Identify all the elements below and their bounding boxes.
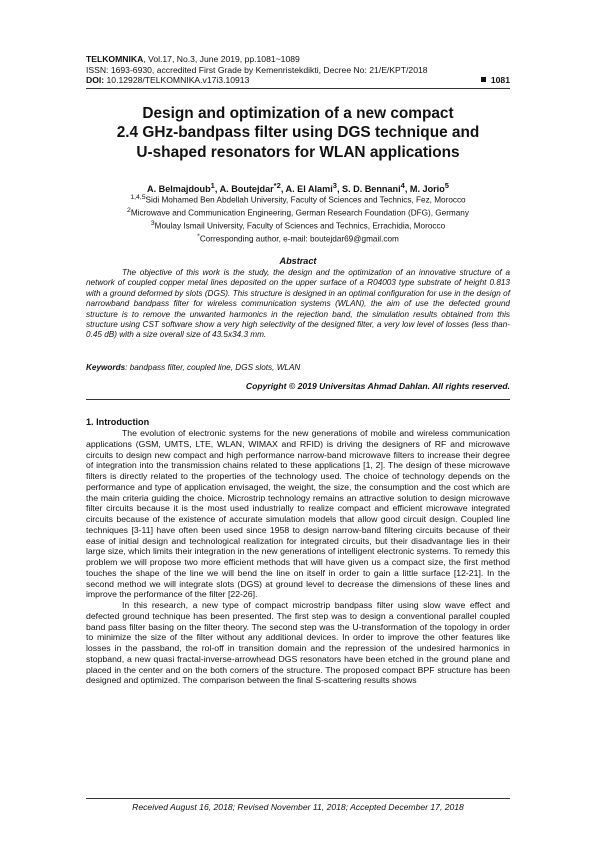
doi-line: [86, 75, 510, 86]
author-sup: 4: [400, 181, 405, 190]
footer-rule: [86, 798, 510, 799]
header-rule: [86, 88, 510, 89]
affiliation-text: Sidi Mohamed Ben Abdellah University, Faculty of Sciences and Technics, Fez, Morocco: [145, 195, 466, 205]
affiliation-sup: 2: [127, 207, 131, 215]
affiliation-sup: *: [197, 233, 200, 241]
doi-link[interactable]: 10.12928/TELKOMNIKA.v17i3.10913: [104, 75, 250, 86]
square-bullet-icon: [481, 77, 486, 82]
title-line: 2.4 GHz-bandpass filter using DGS technique and: [116, 124, 480, 142]
doi-label: DOI:: [86, 75, 105, 86]
affiliation-text: Microwave and Communication Engineering, German Research Foundation (DFG), Germany: [130, 208, 469, 218]
author-sup: *2: [273, 181, 281, 190]
section-heading: 1. Introduction: [86, 417, 150, 427]
corresponding-author-line: [86, 232, 510, 245]
author-sup: 1: [210, 181, 215, 190]
page-number-block: [481, 75, 510, 86]
keywords-label: Keywords: [86, 363, 126, 372]
abstract-body: [86, 268, 510, 341]
author-name: , S. D. Bennani: [336, 184, 401, 195]
author-name: , A. Boutejdar: [214, 184, 274, 195]
author-name: , M. Jorio: [404, 184, 445, 195]
journal-name: TELKOMNIKA: [86, 54, 144, 64]
body-paragraph: In this research, a new type of compact microstrip bandpass filter using slow wave effect and defected ground technique has been presented. The first step was to design a conventional parallel coupled band pass filter basing on the filter theory. The second step was the U-transformation of the topology in order to minimize the size of the filter without any additional devices. In order to improve the other features like losses in the passband, the rol-off in transition domain and the repression of the undesired harmonics in stopband, a new quasi fractal-inverse-arrowhead DGS resonators have been etched in the ground plane and placed in the center and on the both corners of the structure. The proposed compact BPF structure has been designed and optimized. The comparison between the final S-scattering results shows: [86, 600, 510, 686]
affiliation-line: [86, 206, 510, 219]
journal-citation: [86, 54, 510, 65]
title-line: U-shaped resonators for WLAN applications: [136, 143, 460, 161]
received-dates: Received August 16, 2018; Revised November 11, 2018; Accepted December 17, 2018: [132, 802, 464, 812]
copyright-notice: Copyright © 2019 Universitas Ahmad Dahlan. All rights reserved.: [245, 381, 510, 391]
section-body: [86, 428, 510, 686]
affiliation-sup: 1,4,5: [130, 194, 146, 201]
issn-line: ISSN: 1693-6930, accredited First Grade by Kemenristekdikti, Decree No: 21/E/KPT/2018: [86, 64, 428, 75]
running-header: [86, 54, 510, 86]
page-number: 1081: [490, 75, 510, 86]
affiliation-line: [86, 219, 510, 232]
title-line: Design and optimization of a new compact: [142, 105, 454, 122]
paper-title: [86, 104, 510, 162]
affiliations: [86, 193, 510, 246]
author-sup: 5: [444, 181, 449, 190]
author-name: , A. El Alami: [280, 184, 333, 195]
abstract-heading: Abstract: [279, 256, 317, 266]
affiliation-line: [86, 193, 510, 206]
affiliation-text: Moulay Ismail University, Faculty of Sciences and Technics, Errachidia, Morocco: [154, 222, 446, 232]
abstract-rule: [86, 399, 510, 400]
author-sup: 3: [332, 181, 337, 190]
body-paragraph: The evolution of electronic systems for the new generations of mobile and wireless communication applications (GSM, UMTS, LTE, WLAN, WIMAX and RFID) is driving the designers of RF and microwave circuits to design new compact and high performance narrow-band microwave filters to increase their degree of integration into the transmission chains related to these applications [1, 2]. The design of these microwave filters is directly related to the properties of the technology used. The choice of technology depends on the performance and type of application envisaged, the weight, the size, the consumption and the cost which are the main criteria guiding the choice. Microstrip technology remains an attractive solution to design microwave filter circuits because it is the most used industrially to realize compact and efficient microwave integrated circuits because of the existence of accurate simulation models that allow good circuit design. Coupled line techniques [3-11] have often been used since 1958 to design narrow-band filtering circuits because of their ease of initial design and technological realization for integrated circuits, but their disadvantage lies in their large size, which limits their integration in the new generations of intelligent electronic systems. To remedy this problem we will propose two more efficient methods that will have given us a compact size, the first method touches the shape of the line we will bend the line on itself in order to gain a little surface [12-21]. In the second method we will integrate slots (DGS) at ground level to decrease the dimensions of these lines and improve the performance of the filter [22-26].: [86, 428, 510, 600]
keywords-text: : bandpass filter, coupled line, DGS slots, WLAN: [125, 363, 301, 372]
keywords: [86, 363, 510, 372]
corresponding-author-text: Corresponding author, e-mail: boutejdar69@gmail.com: [199, 235, 399, 245]
author-name: A. Belmajdoub: [147, 184, 211, 195]
volume-info: , Vol.17, No.3, June 2019, pp.1081~1089: [143, 54, 300, 64]
abstract-text: The objective of this work is the study, the design and the optimization of an innovative structure of a network of coupled copper metal lines deposited on the upper surface of a R04003 type substrate of height 0.813 with a ground deformed by slots (DGS). This structure is designed in an optimal configuration for use in the design of narrowband bandpass filter for wireless communication systems (WLAN), the aim of use the defected ground structure is to remove the unwanted harmonics in the rejection band, the simulation results obtained from this structure using CST software show a very high selectivity of the designed filter, a very low level of losses (less than-0.45 dB) with a size overall size of 43.5x34.3 mm.: [86, 268, 510, 340]
affiliation-sup: 3: [150, 220, 155, 228]
